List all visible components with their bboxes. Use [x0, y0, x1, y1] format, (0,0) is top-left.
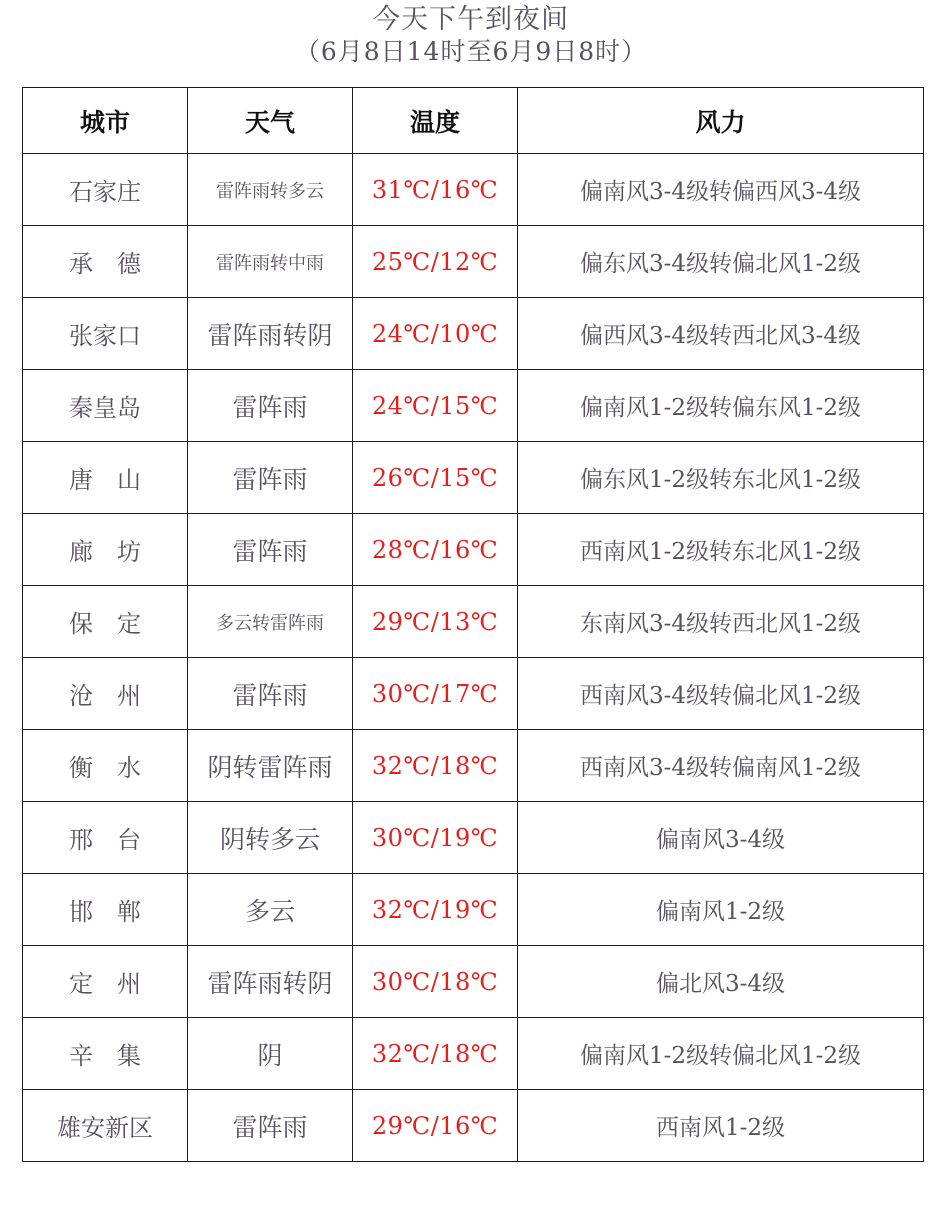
forecast-table: [22, 87, 924, 1162]
temperature-cell: 28℃/16℃: [353, 514, 518, 586]
weather-cell: 阴转多云: [188, 802, 353, 874]
temperature-cell: 25℃/12℃: [353, 226, 518, 298]
wind-cell: 偏南风1-2级转偏东风1-2级: [518, 370, 924, 442]
city-cell: 廊 坊: [23, 514, 188, 586]
table-row: [23, 154, 924, 226]
table-row: [23, 802, 924, 874]
table-row: [23, 226, 924, 298]
table-row: [23, 730, 924, 802]
temperature-cell: 32℃/18℃: [353, 730, 518, 802]
city-cell: 定 州: [23, 946, 188, 1018]
header-weather: 天气: [188, 88, 353, 154]
wind-cell: 西南风3-4级转偏北风1-2级: [518, 658, 924, 730]
weather-cell: 阴转雷阵雨: [188, 730, 353, 802]
city-cell: 保 定: [23, 586, 188, 658]
wind-cell: 东南风3-4级转西北风1-2级: [518, 586, 924, 658]
temperature-cell: 32℃/19℃: [353, 874, 518, 946]
weather-cell: 雷阵雨: [188, 442, 353, 514]
table-header-row: [23, 88, 924, 154]
city-cell: 承 德: [23, 226, 188, 298]
forecast-title-block: [0, 4, 942, 68]
weather-cell: 阴: [188, 1018, 353, 1090]
page-title: 今天下午到夜间: [373, 4, 569, 35]
wind-cell: 偏南风1-2级转偏北风1-2级: [518, 1018, 924, 1090]
city-cell: 石家庄: [23, 154, 188, 226]
weather-cell: 雷阵雨: [188, 514, 353, 586]
wind-cell: 偏南风1-2级: [518, 874, 924, 946]
table-row: [23, 946, 924, 1018]
temperature-cell: 26℃/15℃: [353, 442, 518, 514]
weather-cell: 雷阵雨转阴: [188, 946, 353, 1018]
table-row: [23, 514, 924, 586]
table-row: [23, 1018, 924, 1090]
temperature-cell: 30℃/17℃: [353, 658, 518, 730]
wind-cell: 偏南风3-4级: [518, 802, 924, 874]
page-subtitle: （6月8日14时至6月9日8时）: [294, 37, 648, 66]
wind-cell: 偏东风3-4级转偏北风1-2级: [518, 226, 924, 298]
weather-cell: 多云转雷阵雨: [188, 586, 353, 658]
city-cell: 辛 集: [23, 1018, 188, 1090]
city-cell: 邢 台: [23, 802, 188, 874]
wind-cell: 西南风3-4级转偏南风1-2级: [518, 730, 924, 802]
city-cell: 邯 郸: [23, 874, 188, 946]
header-temperature: 温度: [353, 88, 518, 154]
city-cell: 唐 山: [23, 442, 188, 514]
city-cell: 张家口: [23, 298, 188, 370]
weather-cell: 雷阵雨转中雨: [188, 226, 353, 298]
table-row: [23, 658, 924, 730]
weather-cell: 雷阵雨转多云: [188, 154, 353, 226]
table-row: [23, 586, 924, 658]
wind-cell: 西南风1-2级转东北风1-2级: [518, 514, 924, 586]
weather-cell: 雷阵雨: [188, 658, 353, 730]
temperature-cell: 24℃/10℃: [353, 298, 518, 370]
temperature-cell: 29℃/16℃: [353, 1090, 518, 1162]
temperature-cell: 30℃/19℃: [353, 802, 518, 874]
temperature-cell: 24℃/15℃: [353, 370, 518, 442]
wind-cell: 偏北风3-4级: [518, 946, 924, 1018]
wind-cell: 偏东风1-2级转东北风1-2级: [518, 442, 924, 514]
table-row: [23, 298, 924, 370]
weather-cell: 雷阵雨: [188, 1090, 353, 1162]
city-cell: 沧 州: [23, 658, 188, 730]
table-row: [23, 370, 924, 442]
city-cell: 雄安新区: [23, 1090, 188, 1162]
temperature-cell: 29℃/13℃: [353, 586, 518, 658]
table-row: [23, 1090, 924, 1162]
wind-cell: 偏南风3-4级转偏西风3-4级: [518, 154, 924, 226]
table-row: [23, 442, 924, 514]
temperature-cell: 31℃/16℃: [353, 154, 518, 226]
weather-cell: 雷阵雨转阴: [188, 298, 353, 370]
temperature-cell: 32℃/18℃: [353, 1018, 518, 1090]
wind-cell: 偏西风3-4级转西北风3-4级: [518, 298, 924, 370]
weather-cell: 多云: [188, 874, 353, 946]
header-city: 城市: [23, 88, 188, 154]
wind-cell: 西南风1-2级: [518, 1090, 924, 1162]
city-cell: 衡 水: [23, 730, 188, 802]
header-wind: 风力: [518, 88, 924, 154]
temperature-cell: 30℃/18℃: [353, 946, 518, 1018]
weather-cell: 雷阵雨: [188, 370, 353, 442]
table-row: [23, 874, 924, 946]
city-cell: 秦皇岛: [23, 370, 188, 442]
